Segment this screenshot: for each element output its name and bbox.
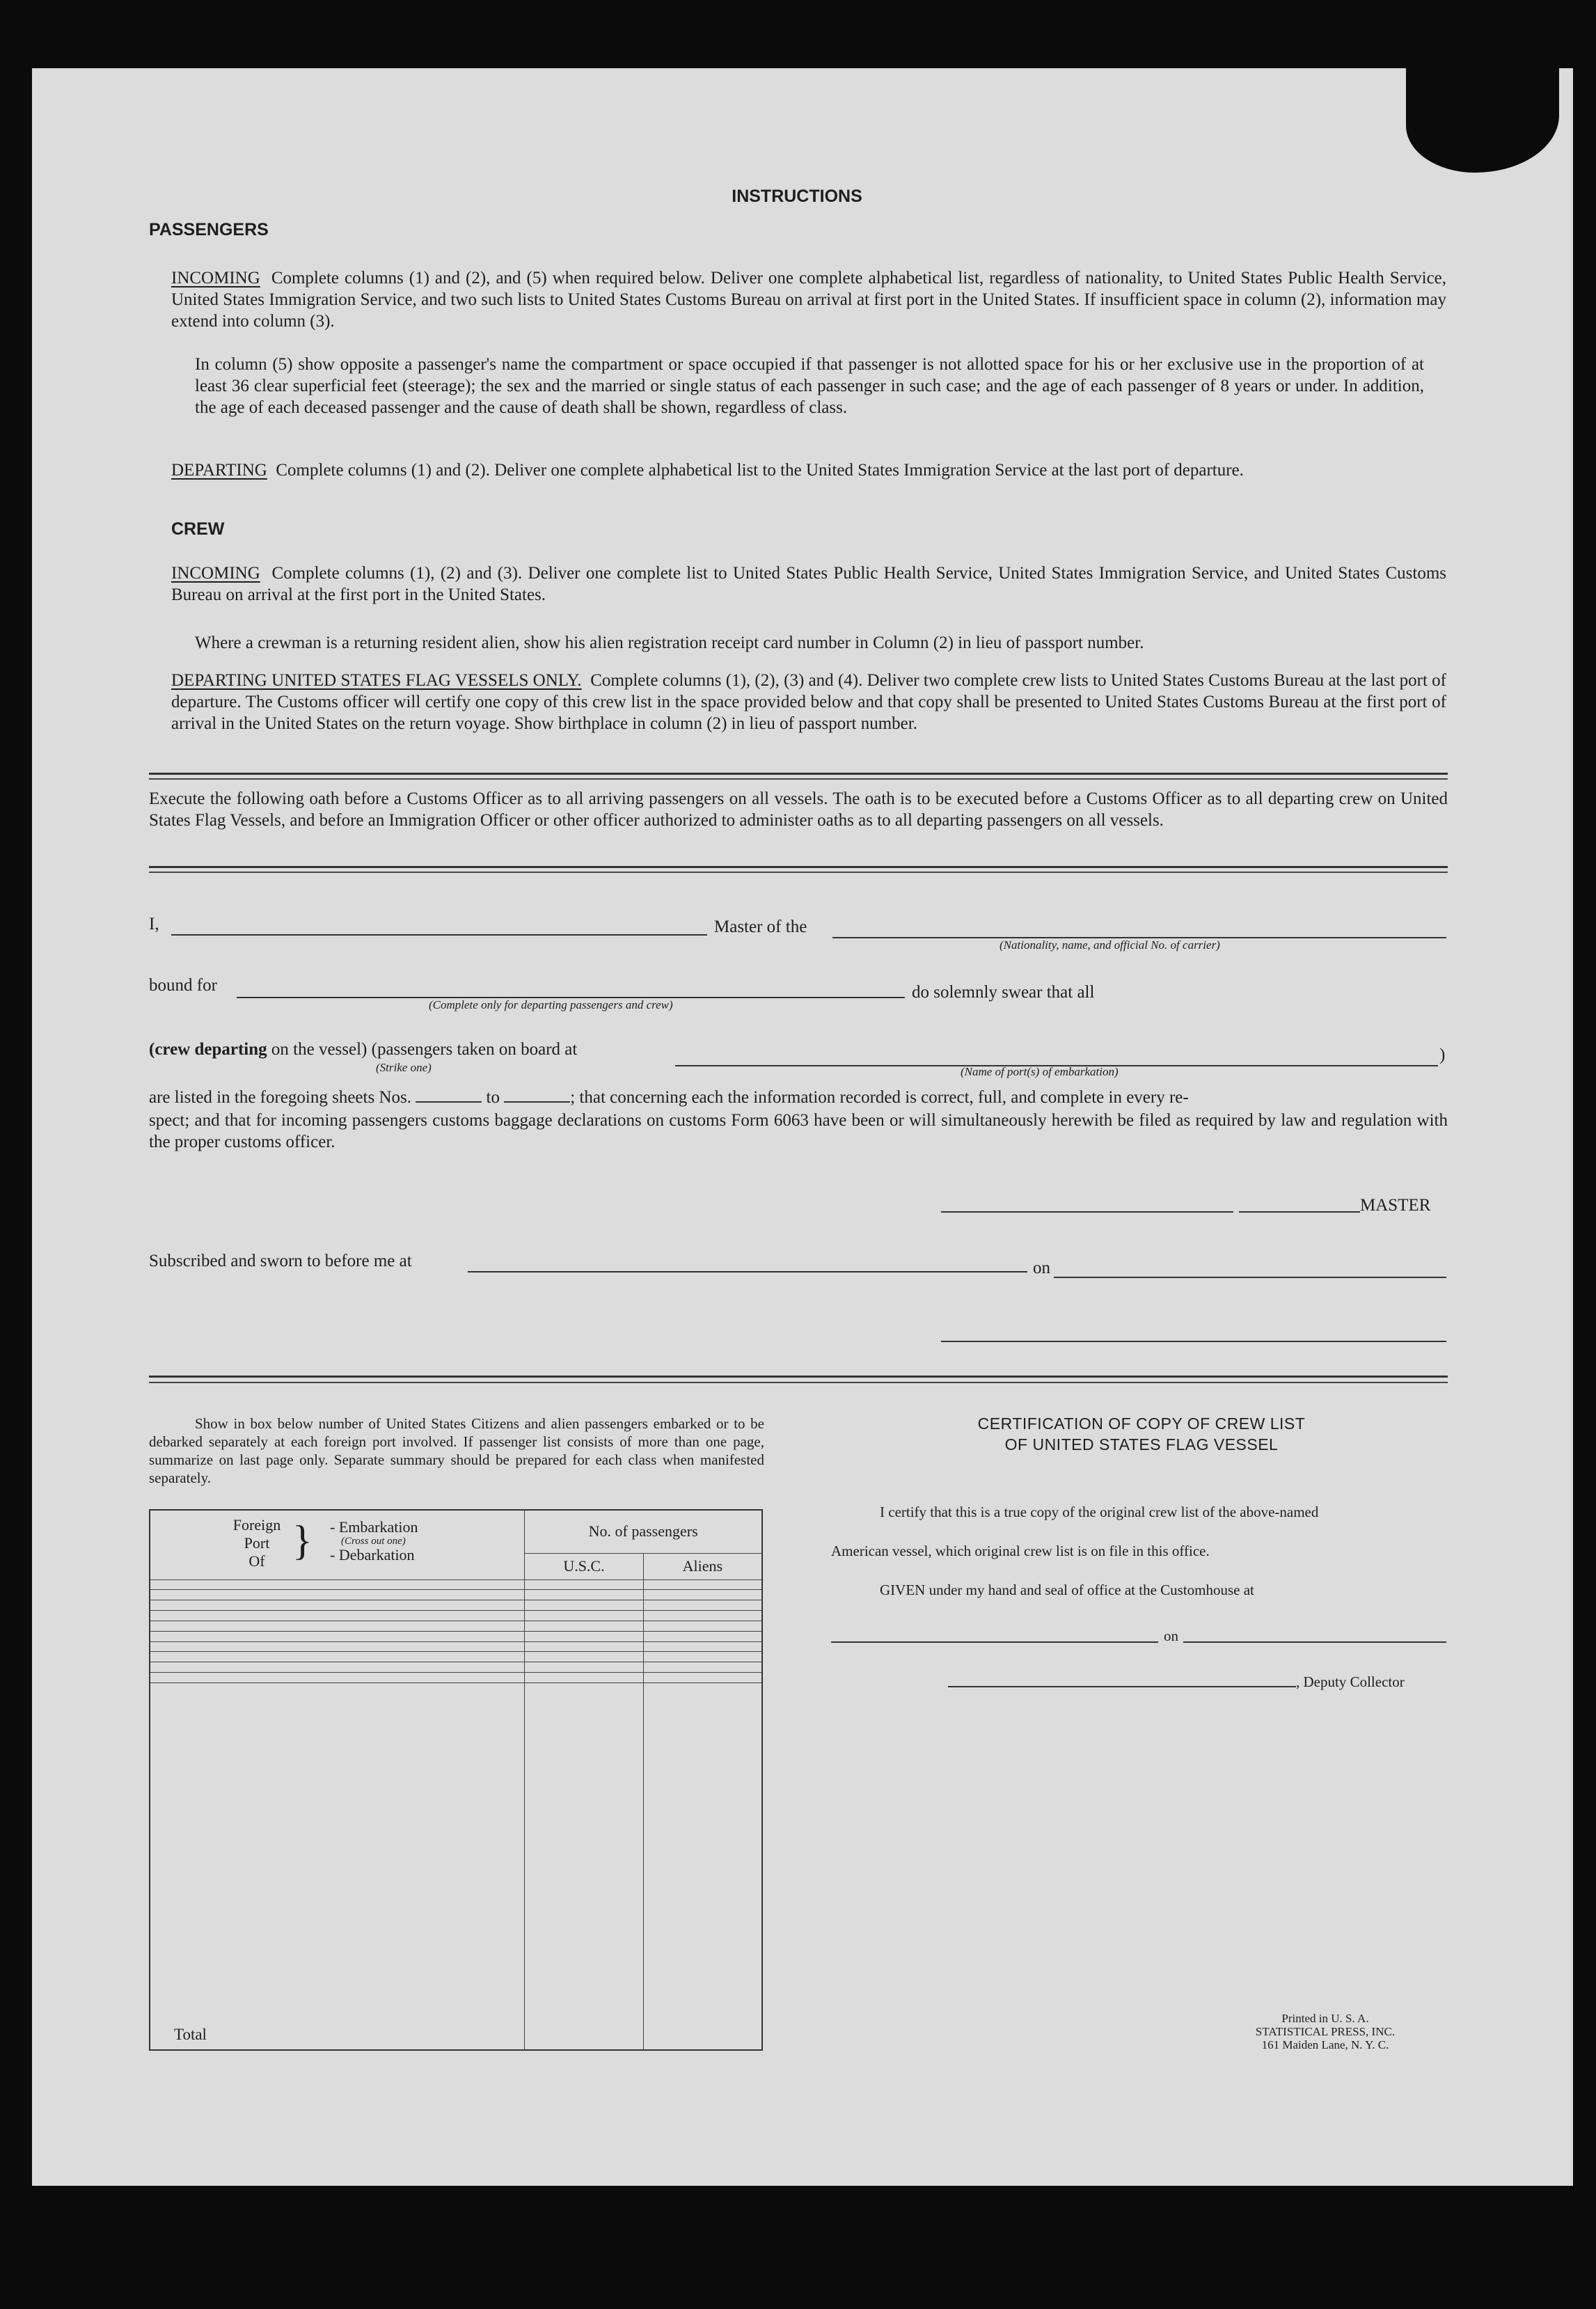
embarkation-option[interactable]: - Embarkation — [330, 1518, 418, 1536]
aliens-cell[interactable] — [643, 1652, 762, 1662]
aliens-cell[interactable] — [643, 1621, 762, 1631]
table-row — [150, 1600, 762, 1611]
passengers-departing-label: DEPARTING — [171, 461, 267, 480]
passengers-incoming — [149, 267, 1446, 332]
total-label: Total — [150, 1683, 525, 2050]
col-port: Port — [244, 1534, 270, 1552]
summary-instruction: Show in box below number of United States Citizens and alien passengers embarked or to be debarked separately at each foreign port involved. If passenger list consists of more than one page, summarize on last page only. Separate summary should be prepared for each class when manifested separately. — [149, 1415, 764, 1486]
listed-line-1 — [149, 1087, 1448, 1108]
usc-cell[interactable] — [525, 1662, 643, 1673]
crew-departing-text: Complete columns (1), (2), (3) and (4). Deliver two complete crew lists to United States Customs Bureau at the last port of departure. The Customs officer will certify one copy of this crew list in the space provided below and that copy shall be presented to United States Customs Bureau at the first port of arrival in the United States on the return voyage. Show birthplace in column (2) in lieu of passport number. — [171, 671, 1447, 733]
deputy-signature-field[interactable] — [948, 1669, 1296, 1687]
table-row — [150, 1652, 762, 1662]
certification-title-1: CERTIFICATION OF COPY OF CREW LIST — [977, 1414, 1306, 1433]
table-row — [150, 1631, 762, 1641]
port-caption: (Name of port(s) of embarkation) — [961, 1065, 1119, 1078]
oath-i-label: I, — [149, 915, 159, 933]
on-the-vessel: on the vessel) — [271, 1040, 368, 1059]
printer-line-1: Printed in U. S. A. — [1281, 2012, 1369, 2025]
master-label: MASTER — [1360, 1196, 1431, 1215]
table-row — [150, 1662, 762, 1673]
table-row — [150, 1590, 762, 1600]
usc-cell[interactable] — [525, 1641, 643, 1652]
sworn-date-field[interactable] — [1054, 1257, 1446, 1278]
master-signature-field[interactable] — [941, 1195, 1233, 1213]
table-row — [150, 1579, 762, 1590]
port-cell[interactable] — [150, 1611, 525, 1621]
certification-title-2: OF UNITED STATES FLAG VESSEL — [1004, 1435, 1279, 1453]
sheet-from-field[interactable] — [416, 1087, 482, 1103]
passengers-column5: In column (5) show opposite a passenger's name the compartment or space occupied if that passenger is not allotted space for his or her exclusive use in the proportion of at least 36 clear superficial feet (steerage); the sex and the married or single status of each passenger in such case; and the age of each passenger of 8 years or under. In addition, the age of each deceased passenger and the cause of death shall be shown, regardless of class. — [195, 355, 1424, 417]
usc-cell[interactable] — [525, 1621, 643, 1631]
table-row — [150, 1641, 762, 1652]
port-cell[interactable] — [150, 1652, 525, 1662]
crew-resident: Where a crewman is a returning resident alien, show his alien registration receipt card number in Column (2) in lieu of passport number. — [195, 633, 1144, 652]
total-usc-cell[interactable] — [525, 1683, 643, 2050]
master-signature-field-2[interactable] — [1239, 1195, 1360, 1213]
usc-cell[interactable] — [525, 1590, 643, 1600]
port-cell[interactable] — [150, 1590, 525, 1600]
certification-on-label: on — [1164, 1628, 1178, 1644]
deputy-collector-label: , Deputy Collector — [1296, 1673, 1405, 1690]
port-header — [150, 1510, 525, 1579]
cross-out-caption: (Cross out one) — [341, 1536, 406, 1547]
port-cell[interactable] — [150, 1673, 525, 1683]
crew-incoming-label: INCOMING — [171, 564, 260, 583]
destination-field[interactable] — [237, 976, 905, 998]
certify-text-1: I certify that this is a true copy of the original crew list of the above-named — [880, 1504, 1319, 1520]
carrier-caption: (Nationality, name, and official No. of carrier) — [1000, 938, 1220, 952]
passenger-summary-table — [149, 1509, 763, 2051]
aliens-cell[interactable] — [643, 1579, 762, 1590]
master-name-field[interactable] — [171, 913, 707, 936]
sworn-on-label: on — [1033, 1259, 1050, 1277]
customhouse-field[interactable] — [831, 1625, 1158, 1643]
port-cell[interactable] — [150, 1579, 525, 1590]
aliens-cell[interactable] — [643, 1662, 762, 1673]
bound-caption: (Complete only for departing passengers and crew) — [429, 998, 673, 1011]
listed-text-2: ; that concerning each the information recorded is correct, full, and complete in every re- — [570, 1088, 1189, 1107]
total-row — [150, 1683, 762, 2050]
master-of-the-label: Master of the — [714, 917, 807, 936]
aliens-cell[interactable] — [643, 1631, 762, 1641]
crew-incoming — [149, 562, 1446, 606]
aliens-cell[interactable] — [643, 1600, 762, 1611]
crew-incoming-text: Complete columns (1), (2) and (3). Deliver one complete list to United States Public Health Service, United States Immigration Service, and United States Customs Bureau on arrival at the first port in the United States. — [171, 564, 1447, 604]
divider — [149, 1382, 1448, 1383]
aliens-cell[interactable] — [643, 1673, 762, 1683]
debarkation-option[interactable]: - Debarkation — [330, 1546, 415, 1563]
crew-passenger-choice — [149, 1040, 577, 1059]
certification-date-field[interactable] — [1183, 1625, 1446, 1643]
crew-departing — [149, 670, 1446, 734]
table-row — [150, 1673, 762, 1683]
col-foreign: Foreign — [232, 1516, 281, 1534]
usc-cell[interactable] — [525, 1673, 643, 1683]
listed-text-3: spect; and that for incoming passengers customs baggage declarations on customs Form 6063 have been or will simultaneously herewith be filed as required by law and regulation with the proper customs officer. — [149, 1111, 1448, 1151]
port-cell[interactable] — [150, 1641, 525, 1652]
usc-cell[interactable] — [525, 1600, 643, 1611]
brace-icon: } — [292, 1518, 313, 1563]
aliens-cell[interactable] — [643, 1641, 762, 1652]
subscribed-label: Subscribed and sworn to before me at — [149, 1252, 412, 1270]
printer-imprint — [1221, 2012, 1430, 2051]
aliens-cell[interactable] — [643, 1611, 762, 1621]
strike-one-caption: (Strike one) — [376, 1061, 432, 1074]
crew-departing-label: DEPARTING UNITED STATES FLAG VESSELS ONLY. — [171, 671, 582, 690]
listed-text-1: are listed in the foregoing sheets Nos. — [149, 1088, 411, 1107]
divider — [149, 1376, 1448, 1378]
passengers-heading: PASSENGERS — [149, 220, 269, 239]
divider — [149, 866, 1448, 868]
given-text: GIVEN under my hand and seal of office at the Customhouse at — [880, 1582, 1254, 1598]
sworn-place-field[interactable] — [468, 1252, 1027, 1272]
passengers-incoming-label: INCOMING — [171, 269, 260, 287]
crew-heading: CREW — [171, 519, 225, 539]
usc-header: U.S.C. — [525, 1553, 643, 1579]
officer-signature-field[interactable] — [941, 1321, 1446, 1342]
divider — [149, 773, 1448, 775]
crew-departing-option[interactable]: (crew departing — [149, 1040, 267, 1059]
certify-text-2: American vessel, which original crew list is on file in this office. — [831, 1543, 1210, 1559]
listed-to: to — [486, 1088, 500, 1107]
printer-line-2: STATISTICAL PRESS, INC. — [1255, 2025, 1396, 2038]
passengers-departing-text: Complete columns (1) and (2). Deliver one complete alphabetical list to the United States Immigration Service at the last port of departure. — [276, 461, 1244, 480]
carrier-field[interactable] — [832, 916, 1446, 938]
table-row — [150, 1611, 762, 1621]
oath-instruction: Execute the following oath before a Customs Officer as to all arriving passengers on all vessels. The oath is to be executed before a Customs Officer as to all departing crew on United States Flag Vessels, and before an Immigration Officer or other officer authorized to administer oaths as to all departing passengers on all vessels. — [149, 789, 1448, 830]
usc-cell[interactable] — [525, 1652, 643, 1662]
total-aliens-cell[interactable] — [643, 1683, 762, 2050]
usc-cell[interactable] — [525, 1611, 643, 1621]
col-of: Of — [248, 1552, 265, 1570]
table-row — [150, 1621, 762, 1631]
page-title: INSTRUCTIONS — [732, 187, 862, 206]
port-cell[interactable] — [150, 1662, 525, 1673]
aliens-cell[interactable] — [643, 1590, 762, 1600]
sheet-to-field[interactable] — [504, 1087, 570, 1103]
aliens-header: Aliens — [643, 1553, 762, 1579]
swear-label: do solemnly swear that all — [912, 983, 1095, 1002]
passengers-count-header: No. of passengers — [525, 1510, 762, 1553]
usc-cell[interactable] — [525, 1579, 643, 1590]
close-paren: ) — [1439, 1046, 1446, 1064]
divider — [149, 872, 1448, 873]
port-cell[interactable] — [150, 1600, 525, 1611]
certification-title — [926, 1413, 1357, 1455]
embarkation-port-field[interactable] — [675, 1046, 1438, 1066]
usc-cell[interactable] — [525, 1631, 643, 1641]
printer-line-3: 161 Maiden Lane, N. Y. C. — [1261, 2038, 1389, 2051]
bound-for-label: bound for — [149, 976, 217, 995]
passengers-incoming-text: Complete columns (1) and (2), and (5) when required below. Deliver one complete alphabetical list, regardless of nationality, to United States Public Health Service, United States Immigration Service, and two such lists to United States Customs Bureau on arrival at first port in the United States. If insufficient space in column (2), information may extend into column (3). — [171, 269, 1447, 331]
passengers-taken-option[interactable]: (passengers taken on board at — [371, 1040, 578, 1059]
divider — [149, 778, 1448, 780]
port-cell[interactable] — [150, 1631, 525, 1641]
passengers-departing — [149, 459, 1446, 481]
port-cell[interactable] — [150, 1621, 525, 1631]
